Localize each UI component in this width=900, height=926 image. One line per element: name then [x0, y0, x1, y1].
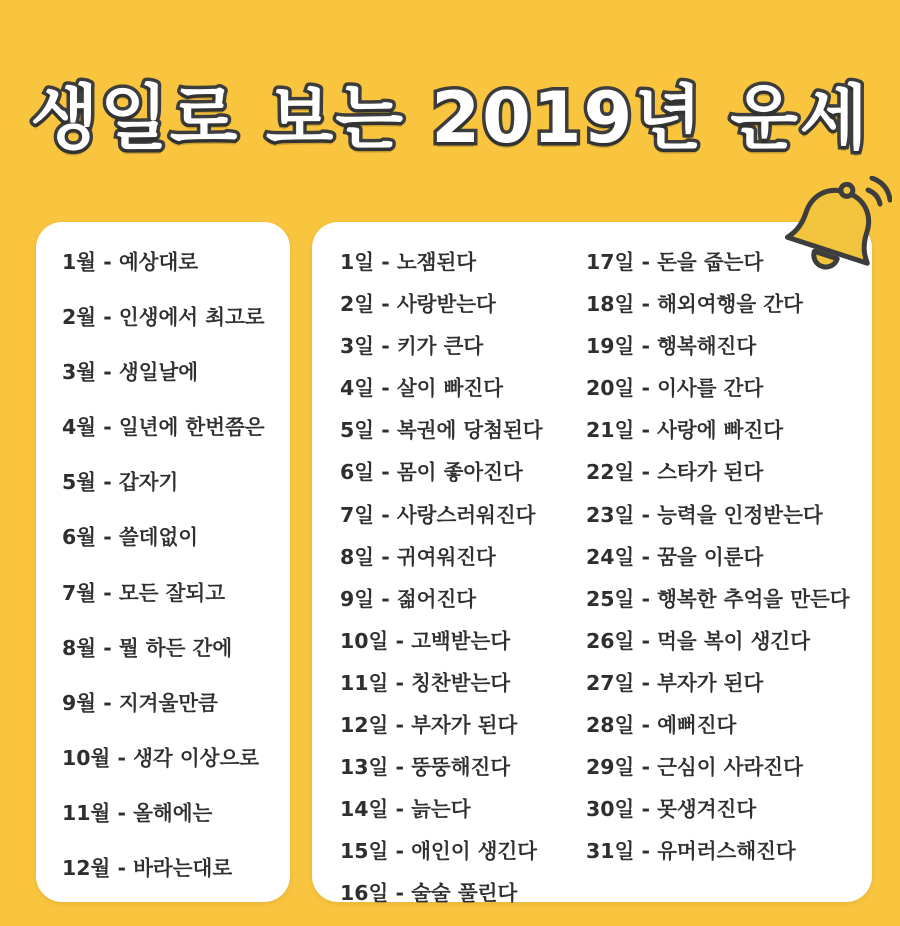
list-item: 2월 - 인생에서 최고로	[62, 305, 265, 330]
list-item: 26일 - 먹을 복이 생긴다	[586, 628, 811, 653]
list-item: 28일 - 예뻐진다	[586, 713, 737, 738]
list-item: 11월 - 올해에는	[62, 800, 213, 825]
list-item: 2일 - 사랑받는다	[340, 292, 496, 317]
months-card	[36, 222, 290, 902]
poster-title-container	[0, 62, 900, 163]
list-item: 6일 - 몸이 좋아진다	[340, 460, 523, 485]
list-item: 4일 - 살이 빠진다	[340, 376, 504, 401]
list-item: 5일 - 복권에 당첨된다	[340, 418, 543, 443]
list-item: 17일 - 돈을 줍는다	[586, 250, 764, 274]
list-item: 5월 - 갑자기	[62, 470, 179, 495]
list-item: 12월 - 바라는대로	[62, 856, 233, 881]
list-item: 20일 - 이사를 간다	[586, 376, 764, 401]
list-item: 16일 - 술술 풀린다	[340, 881, 518, 906]
list-item: 31일 - 유머러스해진다	[586, 839, 796, 864]
list-item: 10월 - 생각 이상으로	[62, 745, 260, 770]
list-item: 24일 - 꿈을 이룬다	[586, 544, 764, 569]
list-item: 14일 - 늙는다	[340, 797, 471, 822]
list-item: 30일 - 못생겨진다	[586, 797, 757, 822]
list-item: 23일 - 능력을 인정받는다	[586, 502, 823, 527]
list-item: 6월 - 쓸데없이	[62, 525, 199, 550]
list-item: 10일 - 고백받는다	[340, 628, 511, 653]
list-item: 7월 - 모든 잘되고	[62, 580, 226, 605]
list-item: 9월 - 지겨울만큼	[62, 690, 218, 715]
bell-icon	[772, 176, 892, 286]
list-item: 8일 - 귀여워진다	[340, 544, 496, 569]
list-item: 1월 - 예상대로	[62, 250, 199, 274]
days-column-left	[340, 250, 568, 906]
list-item: 22일 - 스타가 된다	[586, 460, 764, 485]
list-item: 4월 - 일년에 한번쯤은	[62, 415, 265, 440]
list-item: 15일 - 애인이 생긴다	[340, 839, 538, 864]
list-item: 3일 - 키가 큰다	[340, 334, 484, 359]
days-card	[312, 222, 872, 906]
list-item: 29일 - 근심이 사라진다	[586, 755, 803, 780]
list-item: 21일 - 사랑에 빠진다	[586, 418, 784, 443]
days-column-right	[586, 250, 848, 874]
list-item: 9일 - 젊어진다	[340, 586, 477, 611]
list-item: 3월 - 생일날에	[62, 360, 199, 385]
list-item: 12일 - 부자가 된다	[340, 713, 518, 738]
list-item: 8월 - 뭘 하든 간에	[62, 635, 233, 660]
list-item: 13일 - 뚱뚱해진다	[340, 755, 511, 780]
page-title: 생일로 보는 2019년 운세	[30, 77, 870, 159]
list-item: 1일 - 노잼된다	[340, 250, 477, 274]
list-item: 19일 - 행복해진다	[586, 334, 757, 359]
list-item: 27일 - 부자가 된다	[586, 670, 764, 695]
list-item: 7일 - 사랑스러워진다	[340, 502, 536, 527]
list-item: 11일 - 칭찬받는다	[340, 670, 511, 695]
cards-container	[36, 222, 872, 906]
list-item: 18일 - 해외여행을 간다	[586, 292, 803, 317]
list-item: 25일 - 행복한 추억을 만든다	[586, 586, 850, 611]
